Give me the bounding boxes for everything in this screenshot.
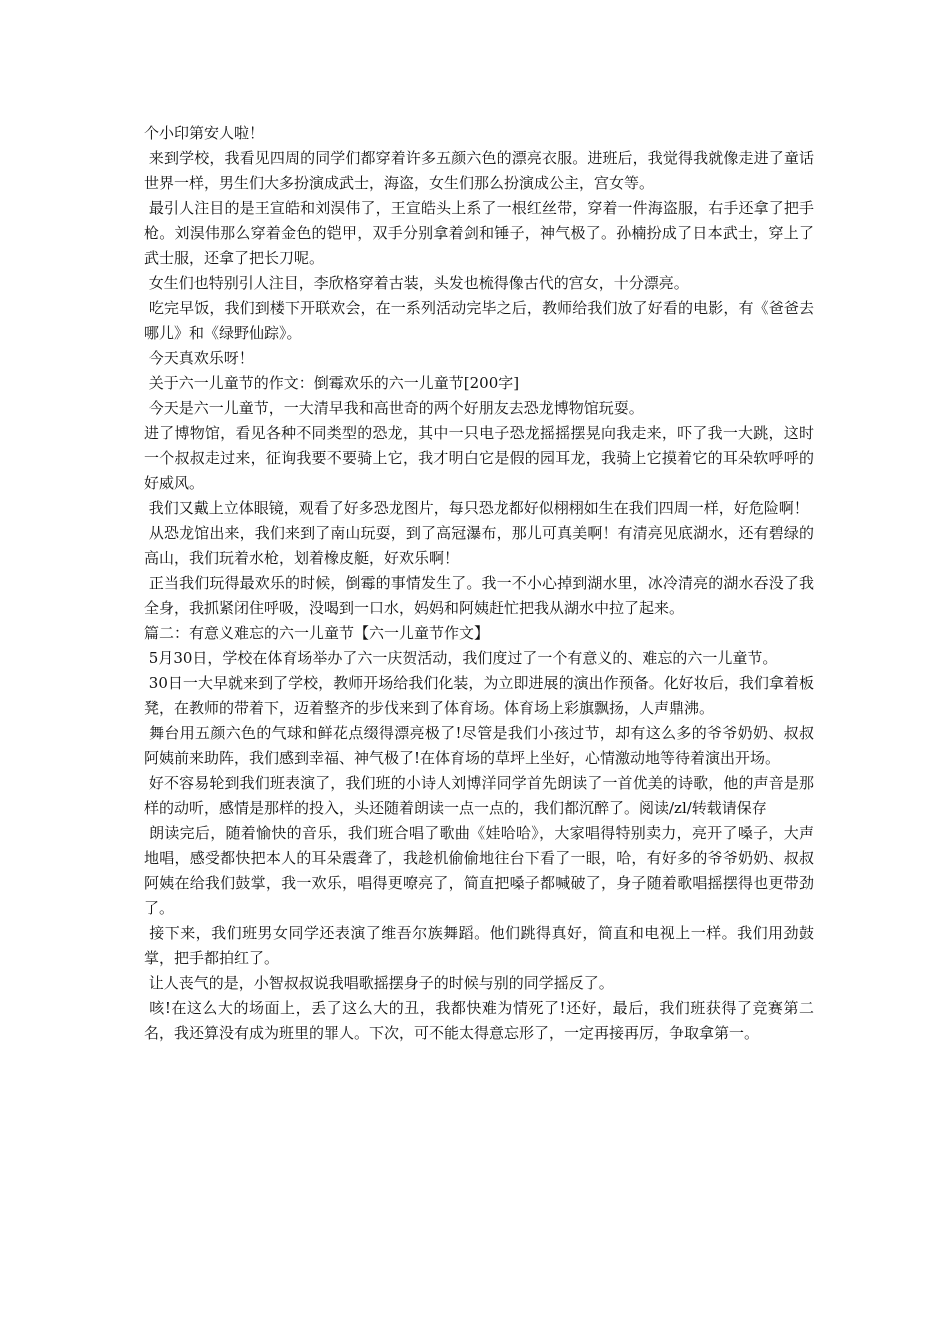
paragraph: 30日一大早就来到了学校，教师开场给我们化装，为立即进展的演出作预备。化好妆后，我们拿着板凳，在教师的带着下，迈着整齐的步伐来到了体育场。体育场上彩旗飘扬，人声鼎沸。 bbox=[144, 674, 814, 717]
document-body bbox=[144, 121, 814, 1046]
paragraph: 5月30日，学校在体育场举办了六一庆贺活动，我们度过了一个有意义的、难忘的六一儿童节。 bbox=[144, 649, 778, 667]
paragraph: 我们又戴上立体眼镜，观看了好多恐龙图片，每只恐龙都好似栩栩如生在我们四周一样，好危险啊！ bbox=[144, 499, 809, 517]
paragraph: 朗读完后，随着愉快的音乐，我们班合唱了歌曲《娃哈哈》，大家唱得特别卖力，亮开了嗓子，大声地唱，感受都快把本人的耳朵震聋了，我趁机偷偷地往台下看了一眼，哈，有好多的爷爷奶奶、叔叔阿姨在给我们鼓掌，我一欢乐，唱得更嘹亮了，简直把嗓子都喊破了，身子随着歌唱摇摆得也更带劲了。 bbox=[144, 824, 814, 917]
paragraph: 让人丧气的是，小智叔叔说我唱歌摇摆身子的时候与别的同学摇反了。 bbox=[144, 974, 614, 992]
paragraph: 女生们也特别引人注目，李欣格穿着古装，头发也梳得像古代的宫女，十分漂亮。 bbox=[144, 274, 689, 292]
paragraph: 正当我们玩得最欢乐的时候，倒霉的事情发生了。我一不小心掉到湖水里，冰冷清亮的湖水吞没了我全身，我抓紧闭住呼吸，没喝到一口水，妈妈和阿姨赶忙把我从湖水中拉了起来。 bbox=[144, 574, 814, 617]
paragraph: 从恐龙馆出来，我们来到了南山玩耍，到了高冠瀑布，那儿可真美啊！有清亮见底湖水，还有碧绿的高山，我们玩着水枪，划着橡皮艇，好欢乐啊！ bbox=[144, 524, 814, 567]
paragraph: 咳!在这么大的场面上，丢了这么大的丑，我都快难为情死了!还好，最后，我们班获得了竞赛第二名，我还算没有成为班里的罪人。下次，可不能太得意忘形了，一定再接再厉，争取拿第一。 bbox=[144, 999, 814, 1042]
paragraph: 吃完早饭，我们到楼下开联欢会，在一系列活动完毕之后，教师给我们放了好看的电影，有《爸爸去哪儿》和《绿野仙踪》。 bbox=[144, 299, 814, 342]
paragraph: 今天真欢乐呀！ bbox=[144, 349, 254, 367]
paragraph: 最引人注目的是王宣皓和刘淏伟了，王宣皓头上系了一根红丝带，穿着一件海盗服，右手还拿了把手枪。刘淏伟那么穿着金色的铠甲，双手分别拿着剑和锤子，神气极了。孙楠扮成了日本武士，穿上了武士服，还拿了把长刀呢。 bbox=[144, 199, 814, 267]
essay-title: 关于六一儿童节的作文：倒霉欢乐的六一儿童节[200字] bbox=[144, 374, 520, 392]
paragraph: 来到学校，我看见四周的同学们都穿着许多五颜六色的漂亮衣服。进班后，我觉得我就像走进了童话世界一样，男生们大多扮演成武士，海盗，女生们那么扮演成公主，宫女等。 bbox=[144, 149, 814, 192]
paragraph: 舞台用五颜六色的气球和鲜花点缀得漂亮极了!尽管是我们小孩过节，却有这么多的爷爷奶奶、叔叔阿姨前来助阵，我们感到幸福、神气极了!在体育场的草坪上坐好，心情激动地等待着演出开场。 bbox=[144, 724, 814, 767]
paragraph: 今天是六一儿童节，一大清早我和高世奇的两个好朋友去恐龙博物馆玩耍。 bbox=[144, 399, 644, 417]
paragraph: 接下来，我们班男女同学还表演了维吾尔族舞蹈。他们跳得真好，简直和电视上一样。我们用劲鼓掌，把手都拍红了。 bbox=[144, 924, 814, 967]
paragraph: 进了博物馆，看见各种不同类型的恐龙，其中一只电子恐龙摇摇摆晃向我走来，吓了我一大跳，这时一个叔叔走过来，征询我要不要骑上它，我才明白它是假的园耳龙，我骑上它摸着它的耳朵软呼呼的好威风。 bbox=[144, 424, 814, 492]
section-heading: 篇二：有意义难忘的六一儿童节【六一儿童节作文】 bbox=[144, 624, 490, 642]
paragraph: 个小印第安人啦！ bbox=[144, 124, 265, 142]
paragraph: 好不容易轮到我们班表演了，我们班的小诗人刘博洋同学首先朗读了一首优美的诗歌，他的声音是那样的动听，感情是那样的投入，头还随着朗读一点一点的，我们都沉醉了。阅读/zl/转载请保存 bbox=[144, 774, 814, 817]
